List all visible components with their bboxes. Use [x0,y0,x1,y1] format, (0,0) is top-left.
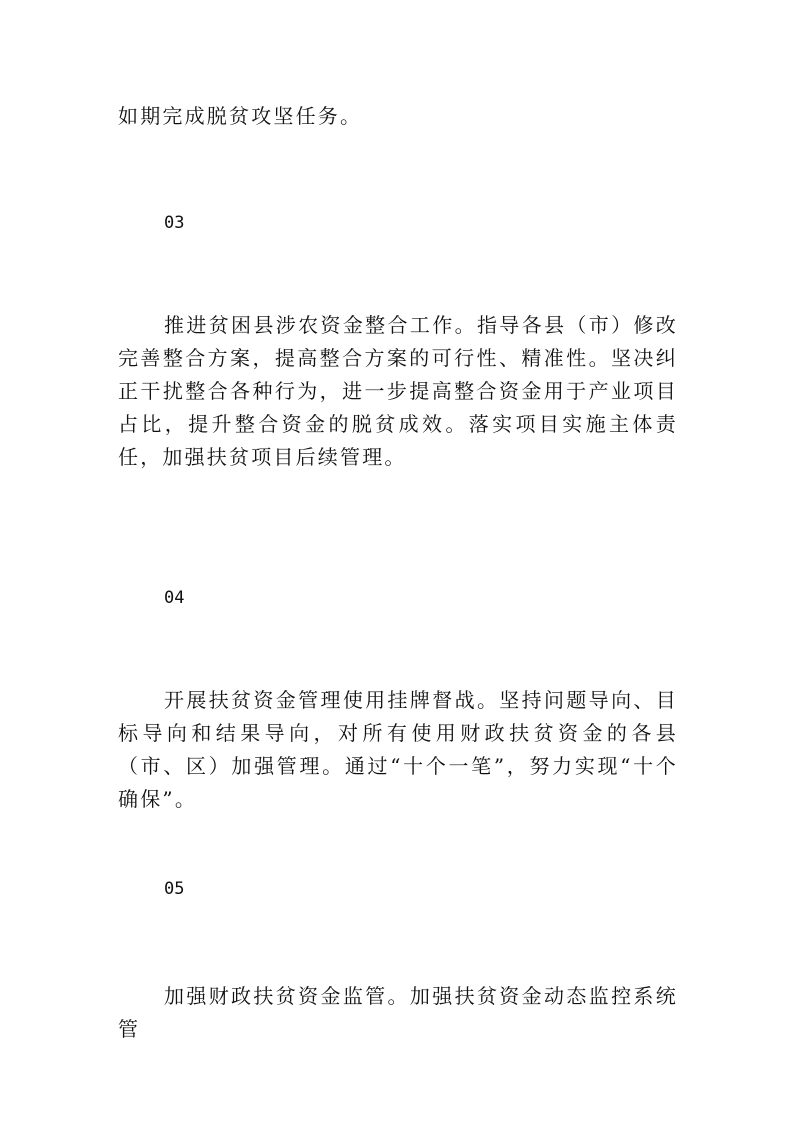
section-number-04: 04 [164,588,185,608]
section-number-03: 03 [164,213,185,233]
section-paragraph-04: 开展扶贫资金管理使用挂牌督战。坚持问题导向、目标导向和结果导向，对所有使用财政扶贫资金的各县（市、区）加强管理。通过“十个一笔”，努力实现“十个确保”。 [118,688,678,811]
section-paragraph-05: 加强财政扶贫资金监管。加强扶贫资金动态监控系统管 [118,984,678,1041]
section-paragraph-03: 推进贫困县涉农资金整合工作。指导各县（市）修改完善整合方案，提高整合方案的可行性、精准性。坚决纠正干扰整合各种行为，进一步提高整合资金用于产业项目占比，提升整合资金的脱贫成效。落实项目实施主体责任，加强扶贫项目后续管理。 [118,313,678,469]
intro-line: 如期完成脱贫攻坚任务。 [118,104,363,128]
section-number-05: 05 [164,879,185,899]
